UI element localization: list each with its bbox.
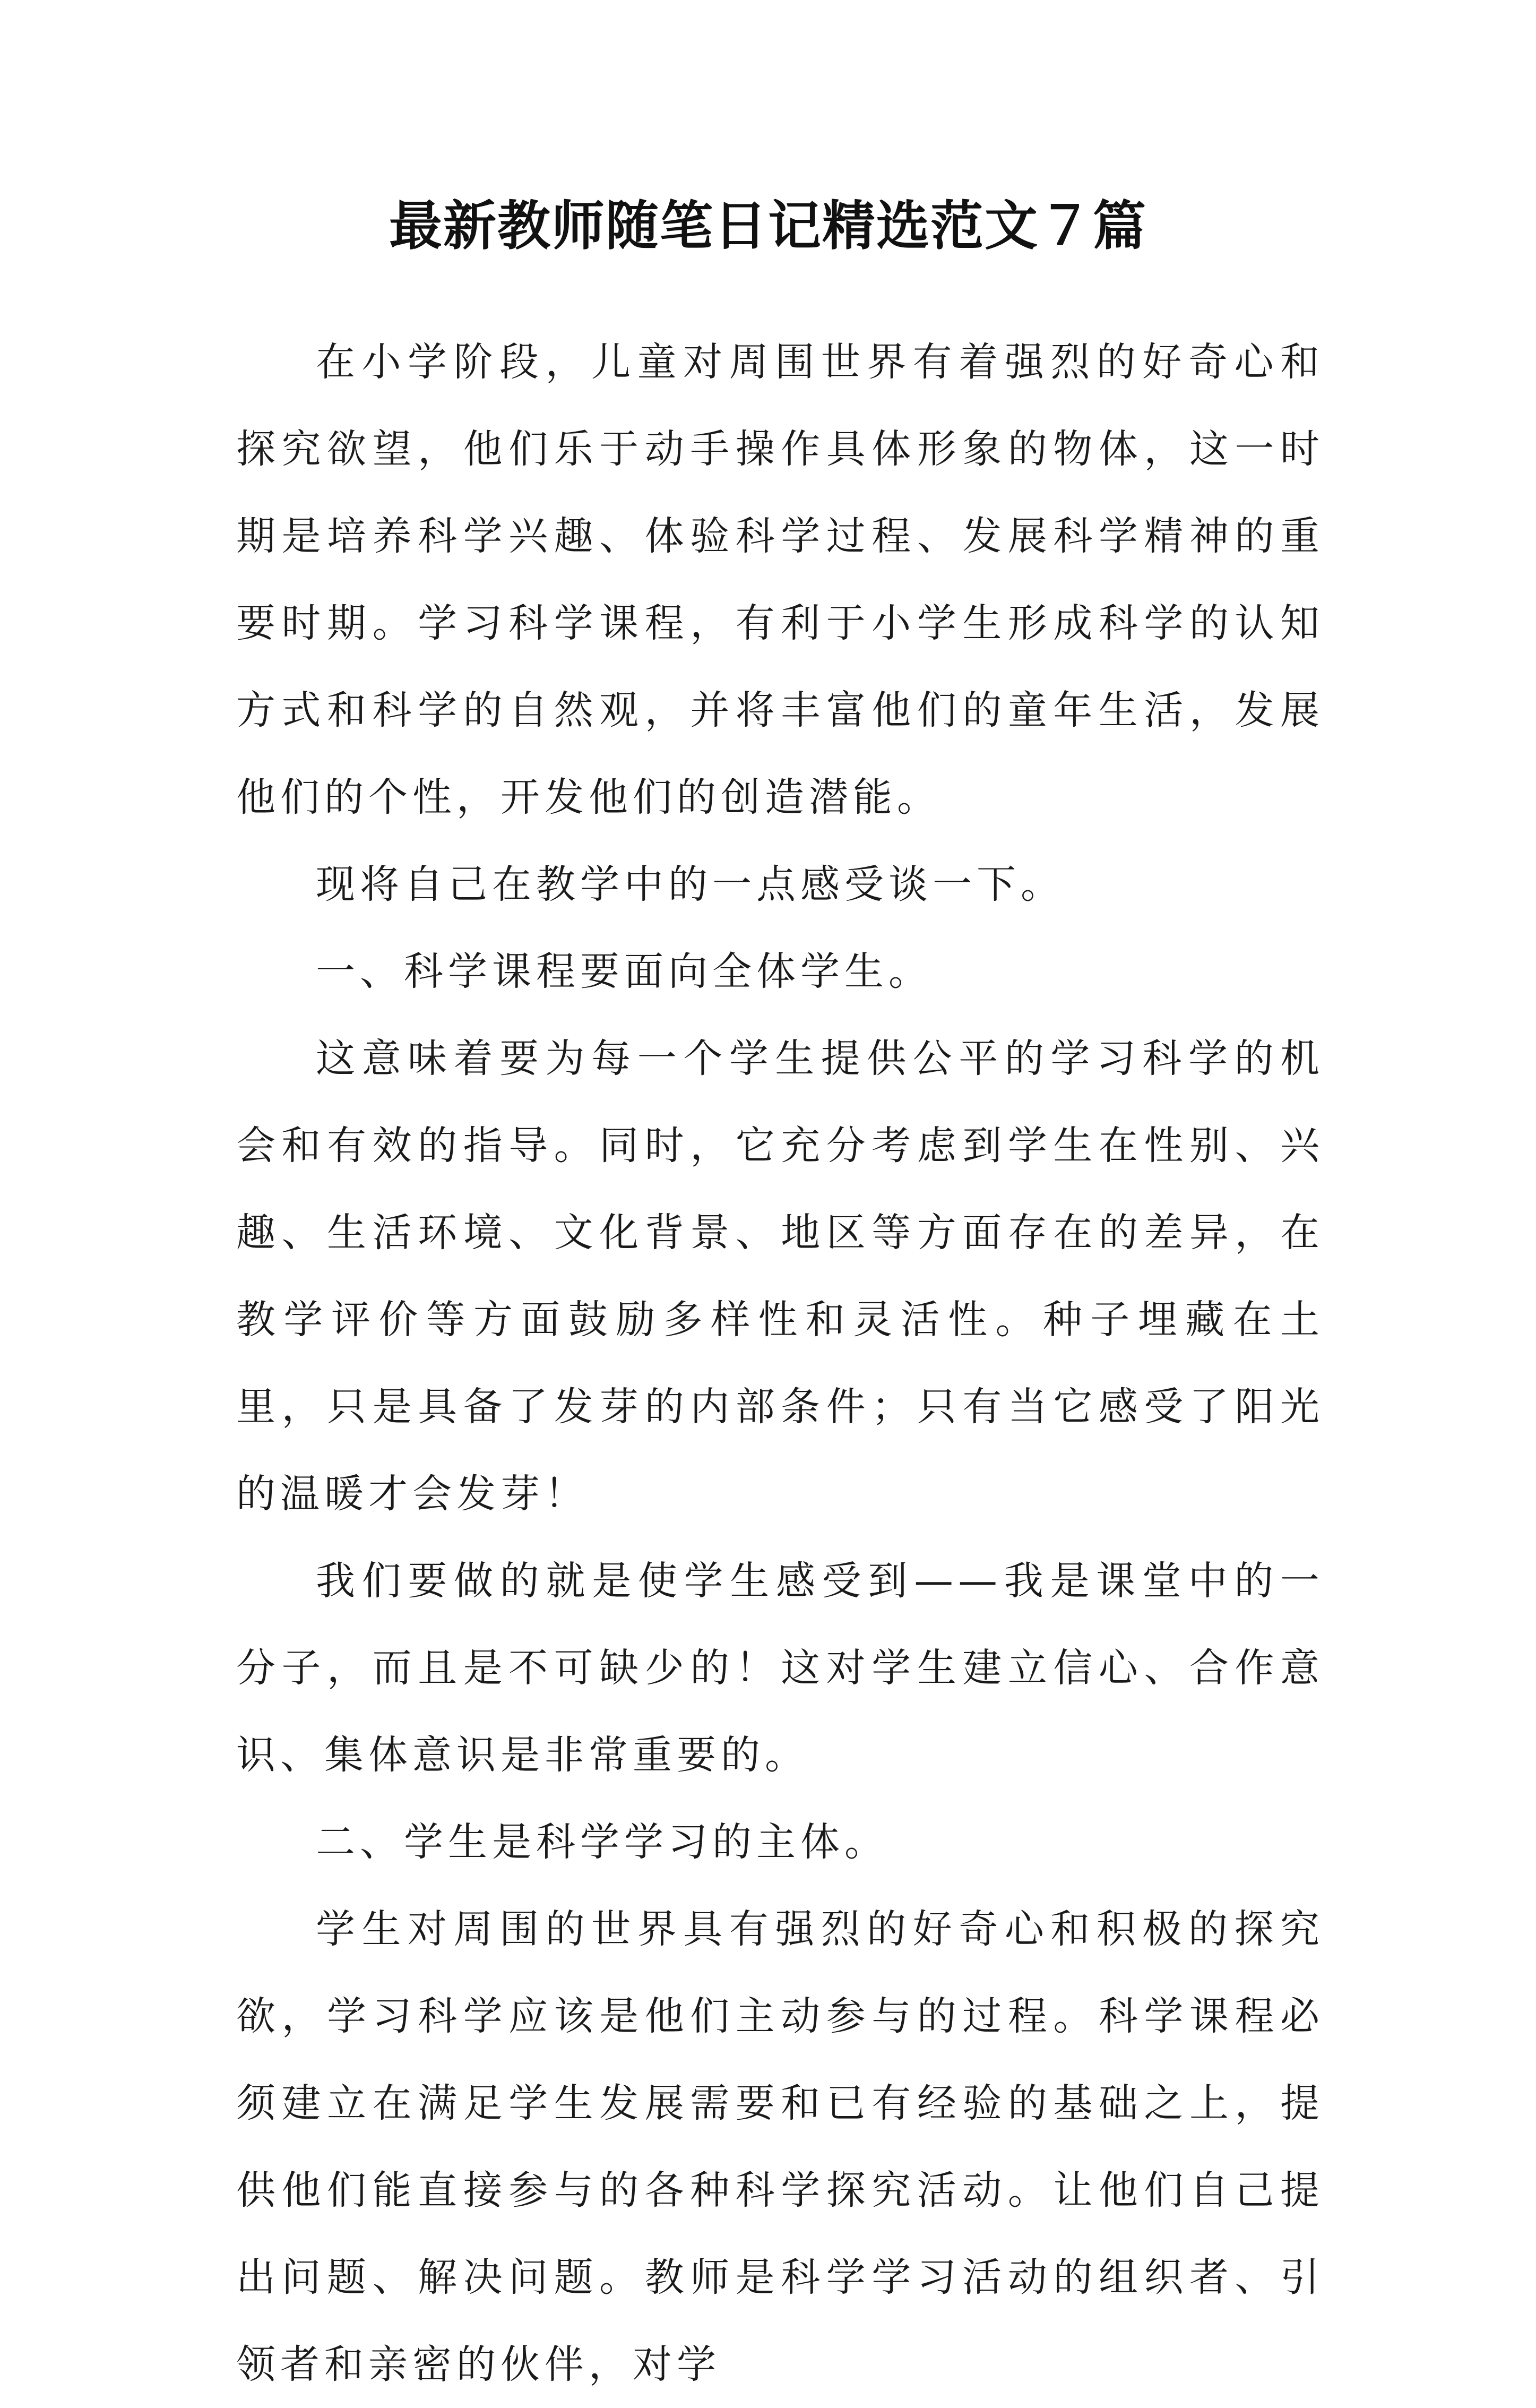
paragraph-section-2: 学生对周围的世界具有强烈的好奇心和积极的探究欲，学习科学应该是他们主动参与的过程。科学课程必须建立在满足学生发展需要和已有经验的基础之上，提供他们能直接参与的各种科学探究活动。让他们自己提出问题、解决问题。教师是科学学习活动的组织者、引领者和亲密的伙伴，对学	[236, 1906, 1324, 2387]
paragraph-section-1: 这意味着要为每一个学生提供公平的学习科学的机会和有效的指导。同时，它充分考虑到学生在性别、兴趣、生活环境、文化背景、地区等方面存在的差异，在教学评价等方面鼓励多样性和灵活性。种子埋藏在土里，只是具备了发芽的内部条件；只有当它感受了阳光的温暖才会发芽！	[236, 1036, 1324, 1517]
section-heading-1: 一、科学课程要面向全体学生。	[316, 949, 933, 994]
section-heading-2: 二、学生是科学学习的主体。	[316, 1819, 888, 1865]
paragraph-intro: 在小学阶段，儿童对周围世界有着强烈的好奇心和探究欲望，他们乐于动手操作具体形象的物体，这一时期是培养科学兴趣、体验科学过程、发展科学精神的重要时期。学习科学课程，有利于小学生形成科学的认知方式和科学的自然观，并将丰富他们的童年生活，发展他们的个性，开发他们的创造潜能。	[236, 339, 1324, 820]
paragraph-transition: 现将自己在教学中的一点感受谈一下。	[316, 862, 1065, 907]
document-title: 最新教师随笔日记精选范文７篇	[389, 194, 1147, 257]
document-body	[236, 319, 1324, 2408]
paragraph-section-1-cont: 我们要做的就是使学生感受到——我是课堂中的一分子，而且是不可缺少的！这对学生建立信心、合作意识、集体意识是非常重要的。	[236, 1558, 1324, 1778]
